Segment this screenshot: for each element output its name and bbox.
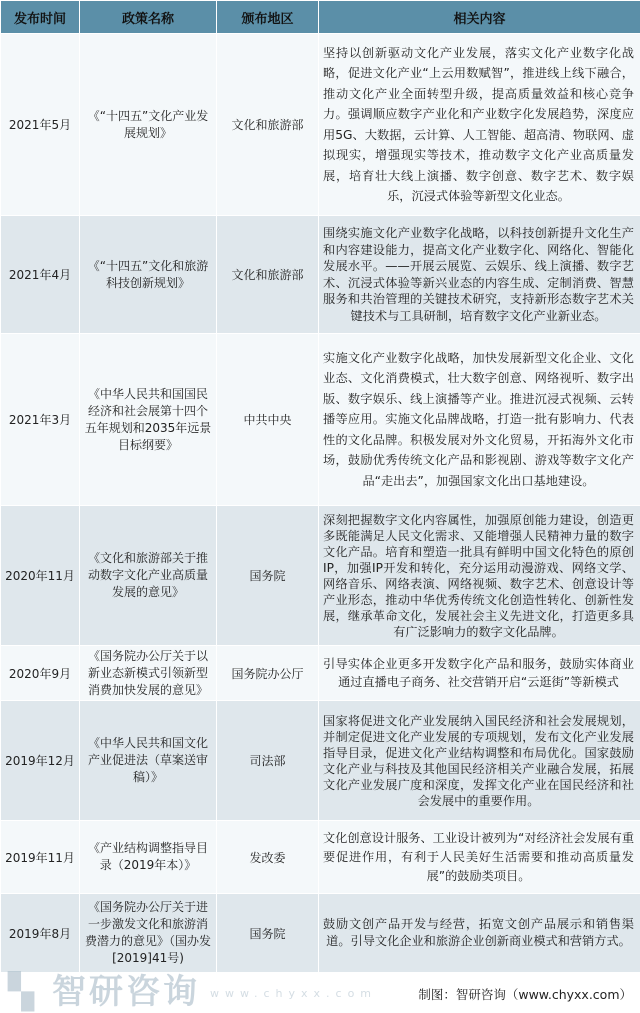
table-row [1, 894, 640, 973]
header-content: 相关内容 [319, 1, 640, 34]
table-row [1, 334, 640, 506]
watermark-logo [8, 973, 200, 1011]
table-row [1, 646, 640, 701]
header-region: 颁布地区 [217, 1, 319, 34]
content-cell: 引导实体企业更多开发数字化产品和服务，鼓励实体商业通过直播电子商务、社交营销开启“云逛街”等新模式 [319, 646, 640, 701]
date-cell: 2019年12月 [1, 701, 80, 821]
watermark-url: www.chyxx.com [210, 987, 377, 1000]
content-cell: 文化创意设计服务、工业设计被列为“对经济社会发展有重要促进作用，有利于人民美好生活需要和推动高质量发展”的鼓励类项目。 [319, 821, 640, 894]
policy-name-cell: 《“十四五”文化和旅游科技创新规划》 [80, 216, 217, 334]
policy-name-cell: 《中华人民共和国国民经济和社会展第十四个五年规划和2035年远景目标纲要》 [80, 334, 217, 506]
region-cell: 发改委 [217, 821, 319, 894]
region-cell: 文化和旅游部 [217, 216, 319, 334]
policy-name-cell: 《中华人民共和国文化产业促进法（草案送审稿）》 [80, 701, 217, 821]
policy-name-cell: 《产业结构调整指导目录（2019年本）》 [80, 821, 217, 894]
watermark-text: 智研咨询 [52, 972, 200, 1012]
table-row [1, 821, 640, 894]
policy-name-cell: 《国务院办公厅关于以新业态新模式引领新型消费加快发展的意见》 [80, 646, 217, 701]
region-cell: 文化和旅游部 [217, 34, 319, 216]
region-cell: 国务院 [217, 506, 319, 646]
region-cell: 中共中央 [217, 334, 319, 506]
header-policy-name: 政策名称 [80, 1, 217, 34]
date-cell: 2021年5月 [1, 34, 80, 216]
content-cell: 国家将促进文化产业发展纳入国民经济和社会发展规划，并制定促进文化产业发展的专项规划，发布文化产业发展指导目录，促进文化产业结构调整和布局优化。国家鼓励文化产业与科技及其他国民经济相关产业融合发展，拓展文化产业发展广度和深度，发挥文化产业在国民经济和社会发展中的重要作用。 [319, 701, 640, 821]
policy-name-cell: 《“十四五”文化产业发展规划》 [80, 34, 217, 216]
date-cell: 2020年9月 [1, 646, 80, 701]
content-cell: 坚持以创新驱动文化产业发展，落实文化产业数字化战略，促进文化产业“上云用数赋智”，推进线上线下融合，推动文化产业全面转型升级，提高质量效益和核心竞争力。强调顺应数字产业化和产业数字化发展趋势，深度应用5G、大数据，云计算、人工智能、超高清、物联网、虚拟现实，增强现实等技术，推动数字文化产业高质量发展，培育壮大线上演播、数字创意、数字艺术、数字娱乐，沉浸式体验等新型文化业态。 [319, 34, 640, 216]
region-cell: 国务院 [217, 894, 319, 973]
date-cell: 2021年3月 [1, 334, 80, 506]
header-date: 发布时间 [1, 1, 80, 34]
date-cell: 2021年4月 [1, 216, 80, 334]
policy-name-cell: 《文化和旅游部关于推动数字文化产业高质量发展的意见》 [80, 506, 217, 646]
policy-name-cell: 《国务院办公厅关于进一步激发文化和旅游消费潜力的意见》（国办发[2019]41号) [80, 894, 217, 973]
content-cell: 实施文化产业数字化战略，加快发展新型文化企业、文化业态、文化消费模式，壮大数字创意、网络视听、数字出版、数字娱乐、线上演播等产业。推进沉浸式视频、云转播等应用。实施文化品牌战略，打造一批有影响力、代表性的文化品牌。积极发展对外文化贸易，开拓海外文化市场，鼓励优秀传统文化产品和影视剧、游戏等数字文化产品“走出去”，加强国家文化出口基地建设。 [319, 334, 640, 506]
footer [0, 973, 640, 1013]
watermark-logo-icon: ▚ [8, 972, 52, 1012]
content-cell: 深刻把握数字文化内容属性，加强原创能力建设，创造更多既能满足人民文化需求、又能增强人民精神力量的数字文化产品。培育和塑造一批具有鲜明中国文化特色的原创IP，加强IP开发和转化，充分运用动漫游戏、网络文学、网络音乐、网络表演、网络视频、数字艺术、创意设计等产业形态，推动中华优秀传统文化创造性转化、创新性发展，继承革命文化，发展社会主义先进文化，打造更多具有广泛影响力的数字文化品牌。 [319, 506, 640, 646]
date-cell: 2019年8月 [1, 894, 80, 973]
table-row [1, 216, 640, 334]
content-cell: 围绕实施文化产业数字化战略，以科技创新提升文化生产和内容建设能力，提高文化产业数字化、网络化、智能化发展水平。——开展云展览、云娱乐、线上演播、数字艺术、沉浸式体验等新兴业态的内容生成、定制消费、智慧服务和共治管理的关键技术研究，支持新形态数字艺术关键技术与工具研制，培育数字文化产业新业态。 [319, 216, 640, 334]
table-row [1, 34, 640, 216]
region-cell: 国务院办公厅 [217, 646, 319, 701]
date-cell: 2019年11月 [1, 821, 80, 894]
source-caption: 制图：智研咨询（www.chyxx.com） [418, 985, 632, 1003]
date-cell: 2020年11月 [1, 506, 80, 646]
table-row [1, 701, 640, 821]
region-cell: 司法部 [217, 701, 319, 821]
table-row [1, 506, 640, 646]
content-cell: 鼓励文创产品开发与经营，拓宽文创产品展示和销售渠道。引导文化企业和旅游企业创新商业模式和营销方式。 [319, 894, 640, 973]
table-header [1, 1, 640, 34]
